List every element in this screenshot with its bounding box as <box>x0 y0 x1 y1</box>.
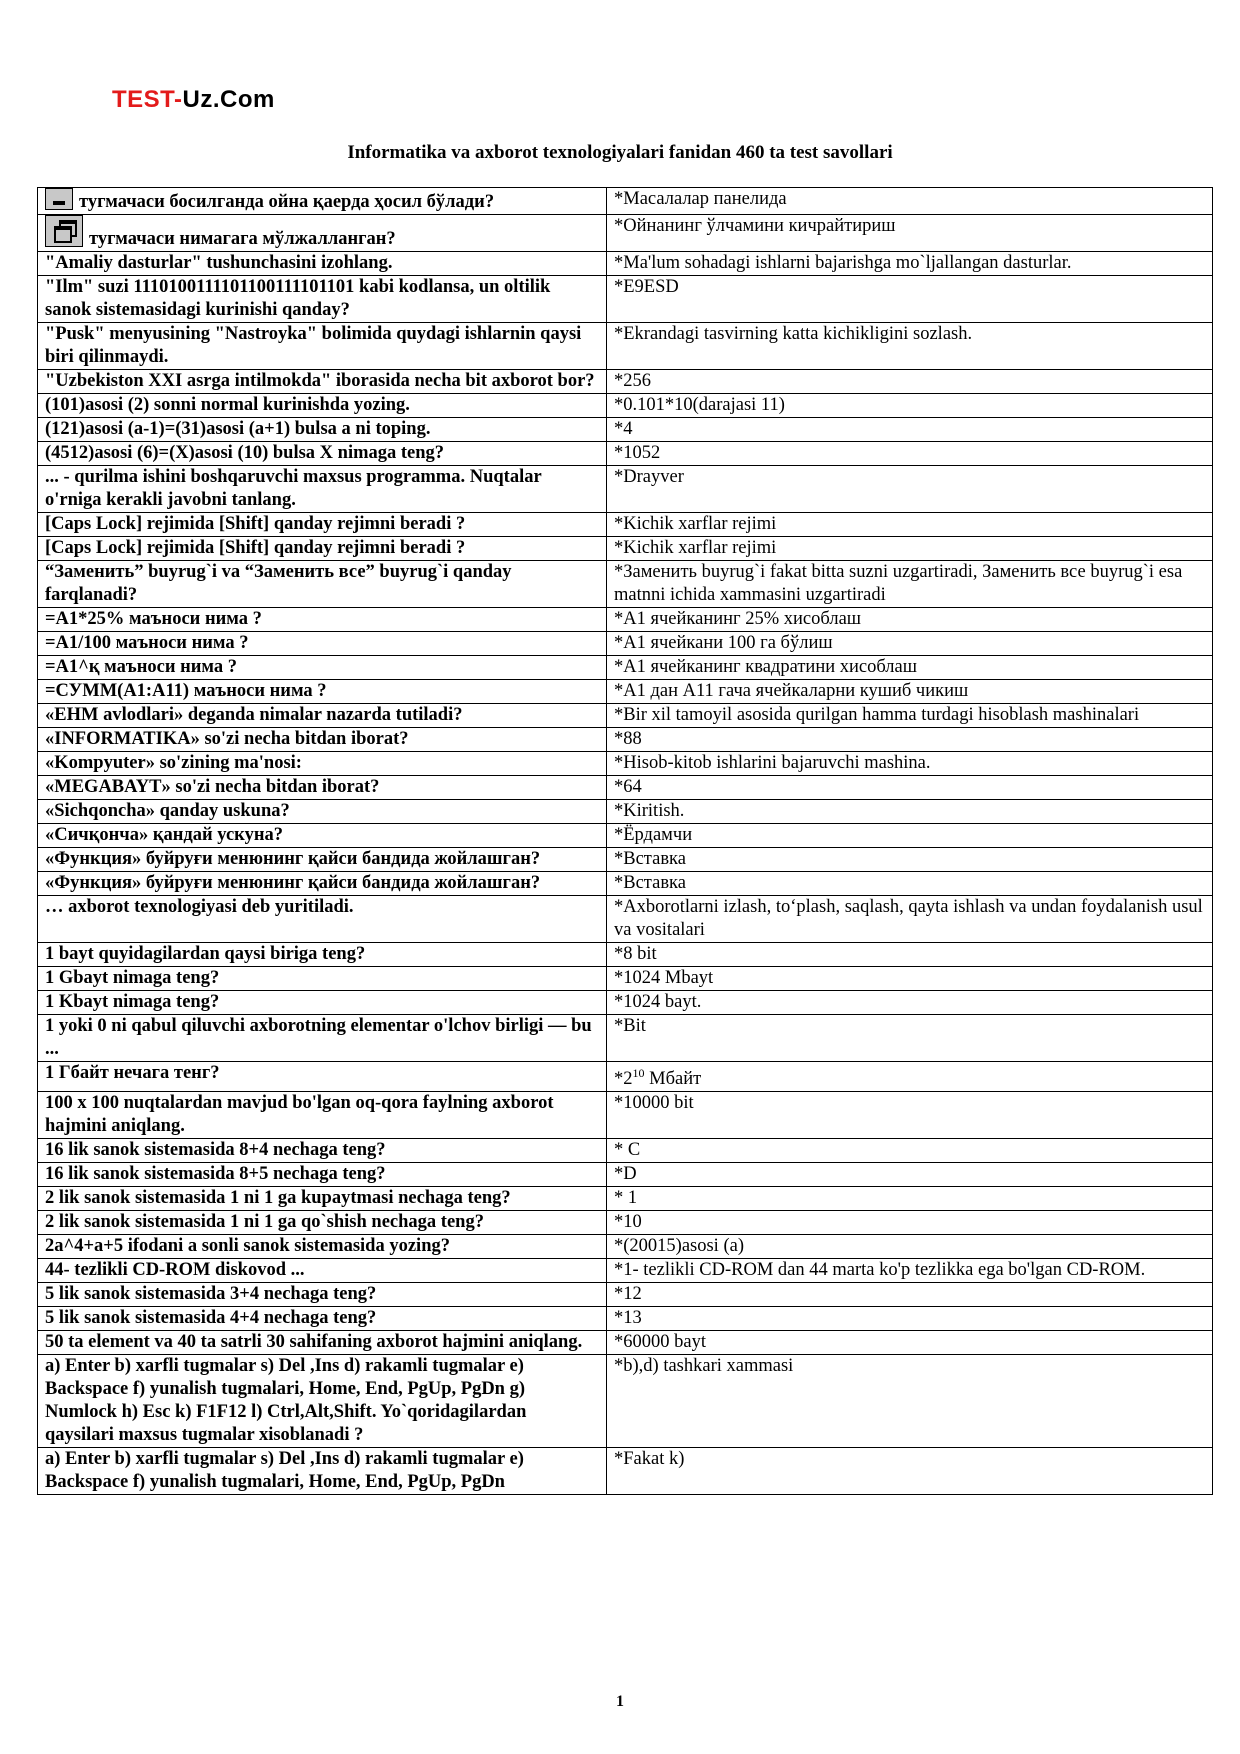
answer-cell <box>607 1015 1213 1062</box>
question-row <box>38 466 1213 513</box>
question-row <box>38 967 1213 991</box>
answer-text: *13 <box>614 1308 642 1329</box>
restore-button-icon <box>45 215 83 247</box>
question-row <box>38 513 1213 537</box>
question-row <box>38 680 1213 704</box>
answer-cell <box>607 776 1213 800</box>
answer-cell <box>607 323 1213 370</box>
question-text: =A1^қ маъноси нима ? <box>45 657 238 677</box>
question-cell <box>38 704 607 728</box>
answer-text: *A1 ячейканинг квадратини хисоблаш <box>614 657 917 677</box>
answer-cell <box>607 608 1213 632</box>
question-cell <box>38 418 607 442</box>
answer-text: *10 <box>614 1212 642 1233</box>
answer-cell <box>607 824 1213 848</box>
logo-part-test: TEST- <box>112 86 183 113</box>
answer-cell <box>607 680 1213 704</box>
question-row <box>38 608 1213 632</box>
question-text: «Функция» буйруғи менюнинг қайси бандида жойлашган? <box>45 849 541 869</box>
answer-text: *Bit <box>614 1016 646 1036</box>
answer-cell <box>607 1163 1213 1187</box>
answer-cell <box>607 418 1213 442</box>
answer-text: *Ma'lum sohadagi ishlarni bajarishga mo`ljallangan dasturlar. <box>614 253 1072 273</box>
question-cell <box>38 752 607 776</box>
question-text: =СУММ(A1:A11) маъноси нима ? <box>45 681 327 701</box>
question-text: 1 Kbayt nimaga teng? <box>45 992 220 1012</box>
question-row <box>38 252 1213 276</box>
question-row <box>38 394 1213 418</box>
answer-cell <box>607 1307 1213 1331</box>
question-row <box>38 323 1213 370</box>
answer-cell <box>607 1062 1213 1092</box>
question-text: [Caps Lock] rejimida [Shift] qanday rejimni beradi ? <box>45 538 466 558</box>
question-text: … axborot texnologiyasi deb yuritiladi. <box>45 897 354 917</box>
question-text: [Caps Lock] rejimida [Shift] qanday rejimni beradi ? <box>45 514 466 534</box>
answer-text: *Вставка <box>614 849 686 869</box>
question-row <box>38 848 1213 872</box>
question-row <box>38 276 1213 323</box>
page-number: 1 <box>616 1693 624 1710</box>
question-text: 50 ta element va 40 ta satrli 30 sahifaning axborot hajmini aniqlang. <box>45 1332 583 1353</box>
question-text: 1 Gbayt nimaga teng? <box>45 968 220 988</box>
answer-text: *A1 дан A11 гача ячейкаларни кушиб чикиш <box>614 681 969 701</box>
question-cell <box>38 991 607 1015</box>
question-row <box>38 561 1213 608</box>
answer-text: *256 <box>614 371 651 391</box>
question-row <box>38 537 1213 561</box>
answer-text: *D <box>614 1164 637 1185</box>
question-row <box>38 1187 1213 1211</box>
question-cell <box>38 1187 607 1211</box>
answer-text: *Fakat k) <box>614 1449 685 1470</box>
question-row <box>38 800 1213 824</box>
question-text: ... - qurilma ishini boshqaruvchi maxsus programma. Nuqtalar o'rniga kerakli javobni tanlang. <box>45 467 542 510</box>
answer-text: *Kiritish. <box>614 801 685 821</box>
answer-text: *Kichik xarflar rejimi <box>614 514 777 534</box>
answer-text: *E9ESD <box>614 277 679 297</box>
question-cell <box>38 896 607 943</box>
answer-cell <box>607 1283 1213 1307</box>
question-cell <box>38 1163 607 1187</box>
question-text: 44- tezlikli CD-ROM diskovod ... <box>45 1260 305 1281</box>
question-row <box>38 656 1213 680</box>
answer-text: *4 <box>614 419 633 439</box>
answer-text: *Hisob-kitob ishlarini bajaruvchi mashina. <box>614 753 931 773</box>
answer-text: *Ekrandagi tasvirning katta kichikligini sozlash. <box>614 324 973 344</box>
answer-cell <box>607 1092 1213 1139</box>
question-text: 1 yoki 0 ni qabul qiluvchi axborotning elementar o'lchov birligi — bu ... <box>45 1016 592 1059</box>
question-text: «Sichqoncha» qanday uskuna? <box>45 801 290 821</box>
question-text: (121)asosi (a-1)=(31)asosi (a+1) bulsa a ni toping. <box>45 419 431 439</box>
question-cell <box>38 1355 607 1448</box>
question-text: тугмачаси босилганда ойна қаерда ҳосил бўлади? <box>79 192 495 212</box>
question-row <box>38 704 1213 728</box>
question-cell <box>38 1235 607 1259</box>
question-cell <box>38 537 607 561</box>
question-row <box>38 1331 1213 1355</box>
answer-cell <box>607 896 1213 943</box>
answer-cell <box>607 991 1213 1015</box>
question-row <box>38 1259 1213 1283</box>
question-text: "Uzbekiston XXI asrga intilmokda" iborasida necha bit axborot bor? <box>45 371 595 391</box>
answer-text: *Bir xil tamoyil asosida qurilgan hamma turdagi hisoblash mashinalari <box>614 705 1140 725</box>
question-cell <box>38 1139 607 1163</box>
answer-text: *Масалалар панелида <box>614 189 787 209</box>
question-cell <box>38 323 607 370</box>
site-logo <box>112 86 275 114</box>
answer-cell <box>607 1448 1213 1495</box>
answer-text: *1024 Mbayt <box>614 968 714 988</box>
question-row <box>38 752 1213 776</box>
question-cell <box>38 561 607 608</box>
question-row <box>38 370 1213 394</box>
answer-cell <box>607 848 1213 872</box>
logo-part-domain: Uz.Com <box>182 86 275 113</box>
question-cell <box>38 656 607 680</box>
question-text: «Сичқонча» қандай ускуна? <box>45 825 283 845</box>
question-row <box>38 776 1213 800</box>
question-row <box>38 1015 1213 1062</box>
answer-cell <box>607 442 1213 466</box>
answer-cell <box>607 1211 1213 1235</box>
question-text: =A1/100 маъноси нима ? <box>45 633 249 653</box>
question-row <box>38 991 1213 1015</box>
answer-text: *Axborotlarni izlash, to‘plash, saqlash, qayta ishlash va undan foydalanish usul va vositalari <box>614 897 1203 940</box>
question-text: 16 lik sanok sistemasida 8+5 nechaga teng? <box>45 1164 386 1185</box>
answer-text: *b),d) tashkari xammasi <box>614 1356 794 1377</box>
answer-cell <box>607 537 1213 561</box>
question-text: «MEGABAYT» so'zi necha bitdan iborat? <box>45 777 380 797</box>
question-cell <box>38 1307 607 1331</box>
answer-cell <box>607 800 1213 824</box>
question-text: 1 Гбайт нечага тенг? <box>45 1063 220 1083</box>
answer-cell <box>607 276 1213 323</box>
answer-cell <box>607 561 1213 608</box>
question-text: a) Enter b) xarfli tugmalar s) Del ,Ins d) rakamli tugmalar e) Backspace f) yunalish tugmalari, Home, End, PgUp, PgDn <box>45 1449 524 1493</box>
answer-text: *(20015)asosi (a) <box>614 1236 744 1257</box>
answer-cell <box>607 1355 1213 1448</box>
answer-cell <box>607 394 1213 418</box>
question-row <box>38 1211 1213 1235</box>
question-row <box>38 1235 1213 1259</box>
answer-text: * 1 <box>614 1188 638 1209</box>
answer-cell <box>607 1259 1213 1283</box>
answer-text: *88 <box>614 729 642 749</box>
answer-cell <box>607 704 1213 728</box>
question-text: =A1*25% маъноси нима ? <box>45 609 262 629</box>
answer-cell <box>607 1187 1213 1211</box>
answer-unit: Мбайт <box>644 1069 702 1090</box>
answer-cell <box>607 967 1213 991</box>
question-cell <box>38 1259 607 1283</box>
question-text: 5 lik sanok sistemasida 3+4 nechaga teng? <box>45 1284 377 1305</box>
question-cell <box>38 215 607 252</box>
question-cell <box>38 824 607 848</box>
question-cell <box>38 276 607 323</box>
question-text: 5 lik sanok sistemasida 4+4 nechaga teng? <box>45 1308 377 1329</box>
question-text: «INFORMATIKA» so'zi necha bitdan iborat? <box>45 729 409 749</box>
question-text: a) Enter b) xarfli tugmalar s) Del ,Ins d) rakamli tugmalar e) Backspace f) yunalish tugmalari, Home, End, PgUp, PgDn g) Numlock h) Esc k) F1F12 l) Ctrl,Alt,Shift. Yo`qoridagilardan qaysilari maxsus tugmalar xisoblanadi ? <box>45 1356 527 1446</box>
answer-text: *Drayver <box>614 467 684 487</box>
question-row <box>38 728 1213 752</box>
question-text: 2 lik sanok sistemasida 1 ni 1 ga kupaytmasi nechaga teng? <box>45 1188 511 1209</box>
answer-text: *Ойнанинг ўлчамини кичрайтириш <box>614 216 896 236</box>
question-cell <box>38 1283 607 1307</box>
answer-exponent: 10 <box>632 1066 645 1080</box>
question-cell <box>38 943 607 967</box>
answer-cell <box>607 1331 1213 1355</box>
answer-text: *Ёрдамчи <box>614 825 693 845</box>
answer-cell <box>607 872 1213 896</box>
question-cell <box>38 800 607 824</box>
question-row <box>38 1448 1213 1495</box>
answer-text: *1024 bayt. <box>614 992 702 1012</box>
minimize-button-icon <box>45 188 73 210</box>
answer-cell <box>607 752 1213 776</box>
question-row <box>38 442 1213 466</box>
question-cell <box>38 188 607 215</box>
question-cell <box>38 1211 607 1235</box>
question-row <box>38 215 1213 252</box>
question-row <box>38 418 1213 442</box>
answer-cell <box>607 1235 1213 1259</box>
question-text: «EHM avlodlari» deganda nimalar nazarda tutiladi? <box>45 705 463 725</box>
answer-cell <box>607 215 1213 252</box>
question-cell <box>38 370 607 394</box>
question-cell <box>38 728 607 752</box>
question-cell <box>38 967 607 991</box>
question-cell <box>38 632 607 656</box>
answer-text: *Kichik xarflar rejimi <box>614 538 777 558</box>
answer-cell <box>607 632 1213 656</box>
question-text: "Ilm" suzi 1110100111101100111101101 kabi kodlansa, un oltilik sanok sistemasidagi kurinishi qanday? <box>45 277 551 320</box>
answer-cell <box>607 370 1213 394</box>
answer-text: *64 <box>614 777 642 797</box>
question-cell <box>38 394 607 418</box>
answer-text: *10000 bit <box>614 1093 694 1114</box>
answer-cell <box>607 1139 1213 1163</box>
question-row <box>38 1092 1213 1139</box>
question-row <box>38 872 1213 896</box>
answer-cell <box>607 728 1213 752</box>
question-row <box>38 1139 1213 1163</box>
answer-cell <box>607 188 1213 215</box>
question-cell <box>38 1331 607 1355</box>
question-text: 1 bayt quyidagilardan qaysi biriga teng? <box>45 944 366 964</box>
question-row <box>38 1283 1213 1307</box>
answer-text: *1052 <box>614 443 661 463</box>
questions-table-body <box>38 188 1213 1495</box>
question-text: 16 lik sanok sistemasida 8+4 nechaga teng? <box>45 1140 386 1161</box>
question-cell <box>38 1092 607 1139</box>
question-text: (101)asosi (2) sonni normal kurinishda yozing. <box>45 395 410 415</box>
questions-table <box>37 187 1213 1495</box>
question-row <box>38 1062 1213 1092</box>
question-cell <box>38 466 607 513</box>
question-text: тугмачаси нимагага мўлжалланган? <box>89 229 396 249</box>
document-title: Informatika va axborot texnologiyalari fanidan 460 ta test savollari <box>347 142 893 163</box>
answer-text: * C <box>614 1140 641 1161</box>
answer-cell <box>607 252 1213 276</box>
answer-cell <box>607 943 1213 967</box>
answer-text: *1- tezlikli CD-ROM dan 44 marta ko'p tezlikka ega bo'lgan CD-ROM. <box>614 1260 1146 1281</box>
question-text: (4512)asosi (6)=(X)asosi (10) bulsa X nimaga teng? <box>45 443 445 463</box>
question-text: «Функция» буйруғи менюнинг қайси бандида жойлашган? <box>45 873 541 893</box>
question-cell <box>38 252 607 276</box>
answer-text: *A1 ячейканинг 25% хисоблаш <box>614 609 862 629</box>
answer-text: *8 bit <box>614 944 657 964</box>
question-text: “Заменить” buyrug`i va “Заменить все” buyrug`i qanday farqlanadi? <box>45 562 512 605</box>
answer-text: *Вставка <box>614 873 686 893</box>
question-cell <box>38 513 607 537</box>
answer-text: *2 <box>614 1069 633 1090</box>
answer-cell <box>607 466 1213 513</box>
question-cell <box>38 680 607 704</box>
question-cell <box>38 848 607 872</box>
question-cell <box>38 442 607 466</box>
question-row <box>38 896 1213 943</box>
answer-text: *60000 bayt <box>614 1332 706 1353</box>
question-cell <box>38 608 607 632</box>
question-row <box>38 1163 1213 1187</box>
question-text: "Amaliy dasturlar" tushunchasini izohlang. <box>45 253 393 273</box>
answer-cell <box>607 513 1213 537</box>
question-text: 2 lik sanok sistemasida 1 ni 1 ga qo`shish nechaga teng? <box>45 1212 484 1233</box>
question-cell <box>38 1448 607 1495</box>
question-cell <box>38 872 607 896</box>
question-cell <box>38 1062 607 1092</box>
question-row <box>38 824 1213 848</box>
answer-text: *Заменить buyrug`i fakat bitta suzni uzgartiradi, Заменить все buyrug`i esa matnni ichida xammasini uzgartiradi <box>614 562 1183 605</box>
question-row <box>38 188 1213 215</box>
answer-text: *0.101*10(darajasi 11) <box>614 395 785 415</box>
question-row <box>38 1355 1213 1448</box>
question-text: 100 x 100 nuqtalardan mavjud bo'lgan oq-qora faylning axborot hajmini aniqlang. <box>45 1093 554 1137</box>
question-row <box>38 632 1213 656</box>
answer-text: *A1 ячейкани 100 га бўлиш <box>614 633 833 653</box>
question-cell <box>38 1015 607 1062</box>
answer-text: *12 <box>614 1284 642 1305</box>
question-text: 2a^4+a+5 ifodani a sonli sanok sistemasida yozing? <box>45 1236 450 1257</box>
answer-cell <box>607 656 1213 680</box>
question-text: «Kompyuter» so'zining ma'nosi: <box>45 753 302 773</box>
question-row <box>38 1307 1213 1331</box>
question-text: "Pusk" menyusining "Nastroyka" bolimida quydagi ishlarnin qaysi biri qilinmaydi. <box>45 324 582 367</box>
question-row <box>38 943 1213 967</box>
question-cell <box>38 776 607 800</box>
